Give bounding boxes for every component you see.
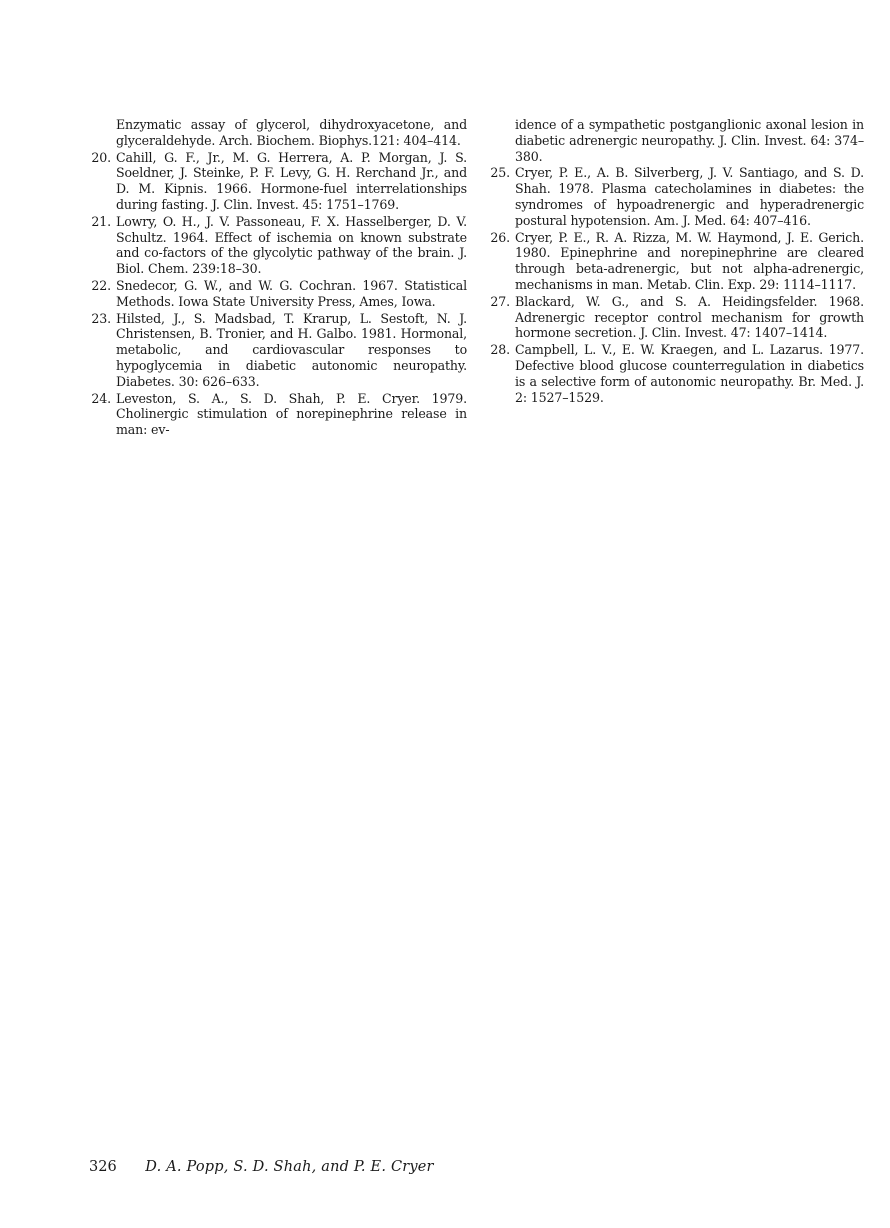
reference-text: Cryer, P. E., A. B. Silverberg, J. V. Santiago, and S. D. Shah. 1978. Plasma catecholamines in diabetes: the syndromes of hypoadrenergic and hyperadrenergic postural hypotension. Am. J. Med. 64: 407–416. bbox=[515, 165, 864, 228]
reference-number: 20. bbox=[91, 149, 111, 165]
running-footer-authors: D. A. Popp, S. D. Shah, and P. E. Cryer bbox=[145, 1159, 434, 1175]
reference-text: Leveston, S. A., S. D. Shah, P. E. Cryer. 1979. Cholinergic stimulation of norepinephrine release in man: ev- bbox=[116, 390, 467, 438]
reference-text: Cryer, P. E., R. A. Rizza, M. W. Haymond, J. E. Gerich. 1980. Epinephrine and norepinephrine are cleared through beta-adrenergic, but not alpha-adrenergic, mechanisms in man. Metab. Clin. Exp. 29: 1114–1117. bbox=[515, 229, 864, 292]
reference-number: 28. bbox=[490, 342, 510, 358]
reference-19-continued bbox=[89, 117, 467, 149]
reference-number: 26. bbox=[490, 229, 510, 245]
references-left-column bbox=[89, 117, 467, 439]
page-number: 326 bbox=[89, 1159, 117, 1175]
reference-28 bbox=[488, 342, 864, 405]
reference-text: Lowry, O. H., J. V. Passoneau, F. X. Hasselberger, D. V. Schultz. 1964. Effect of ischemia on known substrate and co-factors of the glycolytic pathway of the brain. J. Biol. Chem. 239:18–30. bbox=[116, 213, 467, 277]
page-footer bbox=[89, 1159, 434, 1175]
reference-24-continued bbox=[488, 117, 864, 164]
reference-27 bbox=[488, 294, 864, 341]
reference-25 bbox=[488, 165, 864, 228]
reference-text: Snedecor, G. W., and W. G. Cochran. 1967. Statistical Methods. Iowa State University Press, Ames, Iowa. bbox=[116, 277, 467, 309]
reference-26 bbox=[488, 230, 864, 293]
reference-number: 27. bbox=[490, 293, 510, 309]
reference-24 bbox=[89, 391, 467, 438]
reference-text: Cahill, G. F., Jr., M. G. Herrera, A. P. Morgan, J. S. Soeldner, J. Steinke, P. F. Levy, G. H. Rerchand Jr., and D. M. Kipnis. 1966. Hormone-fuel interrelationships during fasting. J. Clin. Invest. 45: 1751–1769. bbox=[116, 149, 467, 212]
reference-21 bbox=[89, 214, 467, 277]
reference-text: Blackard, W. G., and S. A. Heidingsfelder. 1968. Adrenergic receptor control mechanism for growth hormone secretion. J. Clin. Invest. 47: 1407–1414. bbox=[515, 293, 864, 341]
reference-23 bbox=[89, 311, 467, 390]
reference-22 bbox=[89, 278, 467, 310]
reference-number: 22. bbox=[91, 277, 111, 293]
reference-text: Enzymatic assay of glycerol, dihydroxyacetone, and glyceraldehyde. Arch. Biochem. Biophys.121: 404–414. bbox=[116, 117, 467, 148]
reference-number: 25. bbox=[490, 165, 510, 181]
reference-number: 24. bbox=[91, 390, 111, 406]
reference-text: idence of a sympathetic postganglionic axonal lesion in diabetic adrenergic neuropathy. J. Clin. Invest. 64: 374–380. bbox=[515, 117, 864, 164]
reference-number: 23. bbox=[91, 310, 111, 326]
reference-number: 21. bbox=[91, 213, 111, 229]
references-right-column bbox=[488, 117, 864, 406]
reference-20 bbox=[89, 150, 467, 213]
reference-text: Hilsted, J., S. Madsbad, T. Krarup, L. Sestoft, N. J. Christensen, B. Tronier, and H. Galbo. 1981. Hormonal, metabolic, and cardiovascular responses to hypoglycemia in diabetic autonomic neuropathy. Diabetes. 30: 626–633. bbox=[116, 310, 467, 389]
reference-text: Campbell, L. V., E. W. Kraegen, and L. Lazarus. 1977. Defective blood glucose counterregulation in diabetics is a selective form of autonomic neuropathy. Br. Med. J. 2: 1527–1529. bbox=[515, 342, 864, 405]
